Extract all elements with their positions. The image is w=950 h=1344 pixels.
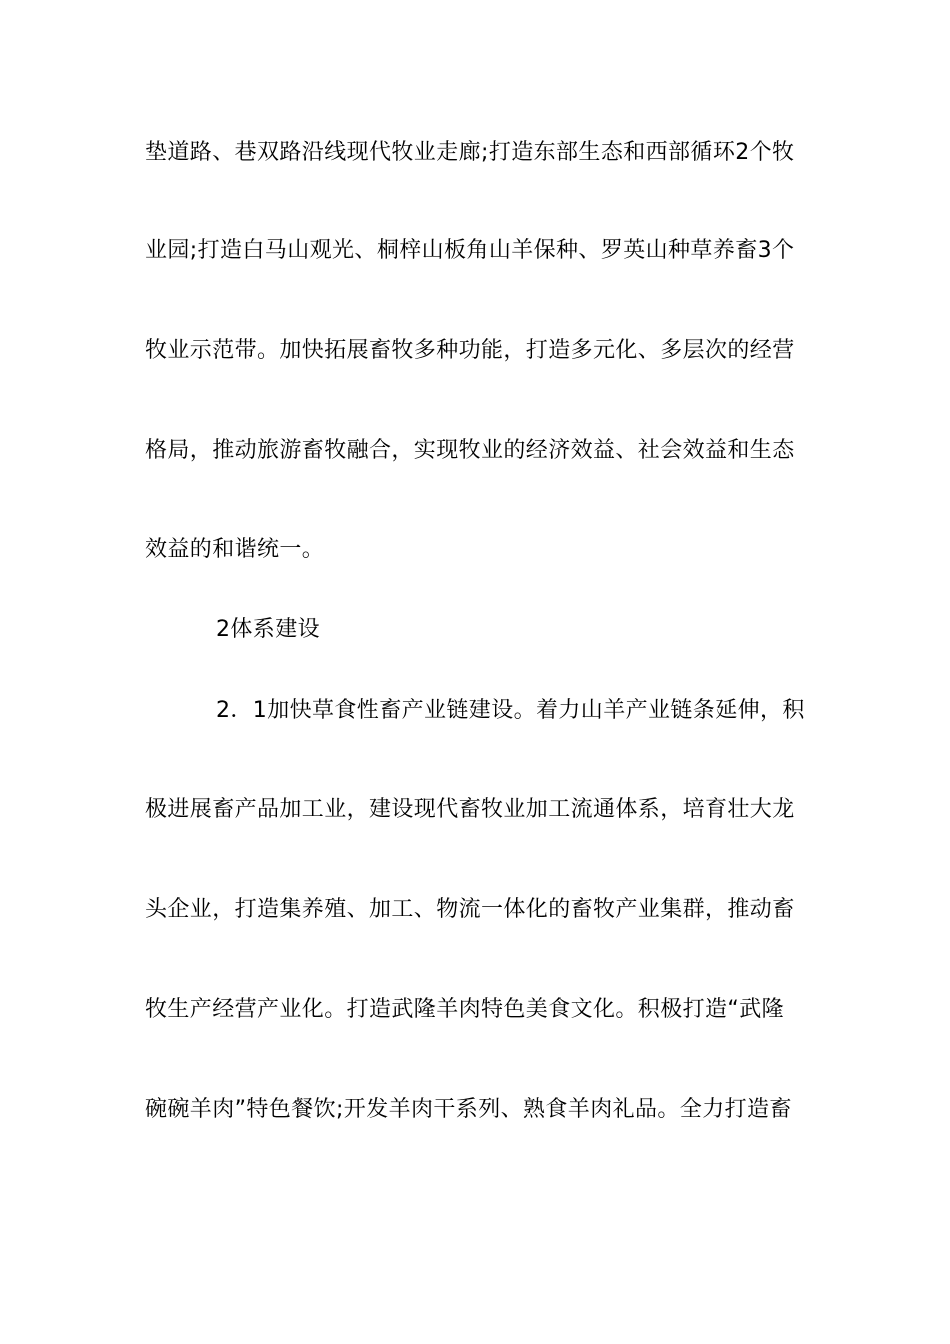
- paragraph-line-5: 效益的和谐统一。: [145, 537, 325, 562]
- paragraph-line-10: 碗碗羊肉”特色餐饮;开发羊肉干系列、熟食羊肉礼品。全力打造畜: [145, 1097, 792, 1122]
- paragraph-line-2: 业园;打造白马山观光、桐梓山板角山羊保种、罗英山种草养畜3个: [145, 238, 795, 263]
- paragraph-line-8: 头企业，打造集养殖、加工、物流一体化的畜牧产业集群，推动畜: [145, 897, 795, 922]
- paragraph-line-7: 极进展畜产品加工业，建设现代畜牧业加工流通体系，培育壮大龙: [145, 797, 795, 822]
- section-heading: 2体系建设: [216, 617, 320, 642]
- paragraph-line-4: 格局，推动旅游畜牧融合，实现牧业的经济效益、社会效益和生态: [145, 438, 795, 463]
- paragraph-line-6: 2．1加快草食性畜产业链建设。着力山羊产业链条延伸，积: [216, 698, 805, 723]
- paragraph-line-1: 垫道路、巷双路沿线现代牧业走廊;打造东部生态和西部循环2个牧: [145, 140, 795, 165]
- paragraph-line-9: 牧生产经营产业化。打造武隆羊肉特色美食文化。积极打造“武隆: [145, 997, 784, 1022]
- paragraph-line-3: 牧业示范带。加快拓展畜牧多种功能，打造多元化、多层次的经营: [145, 338, 795, 363]
